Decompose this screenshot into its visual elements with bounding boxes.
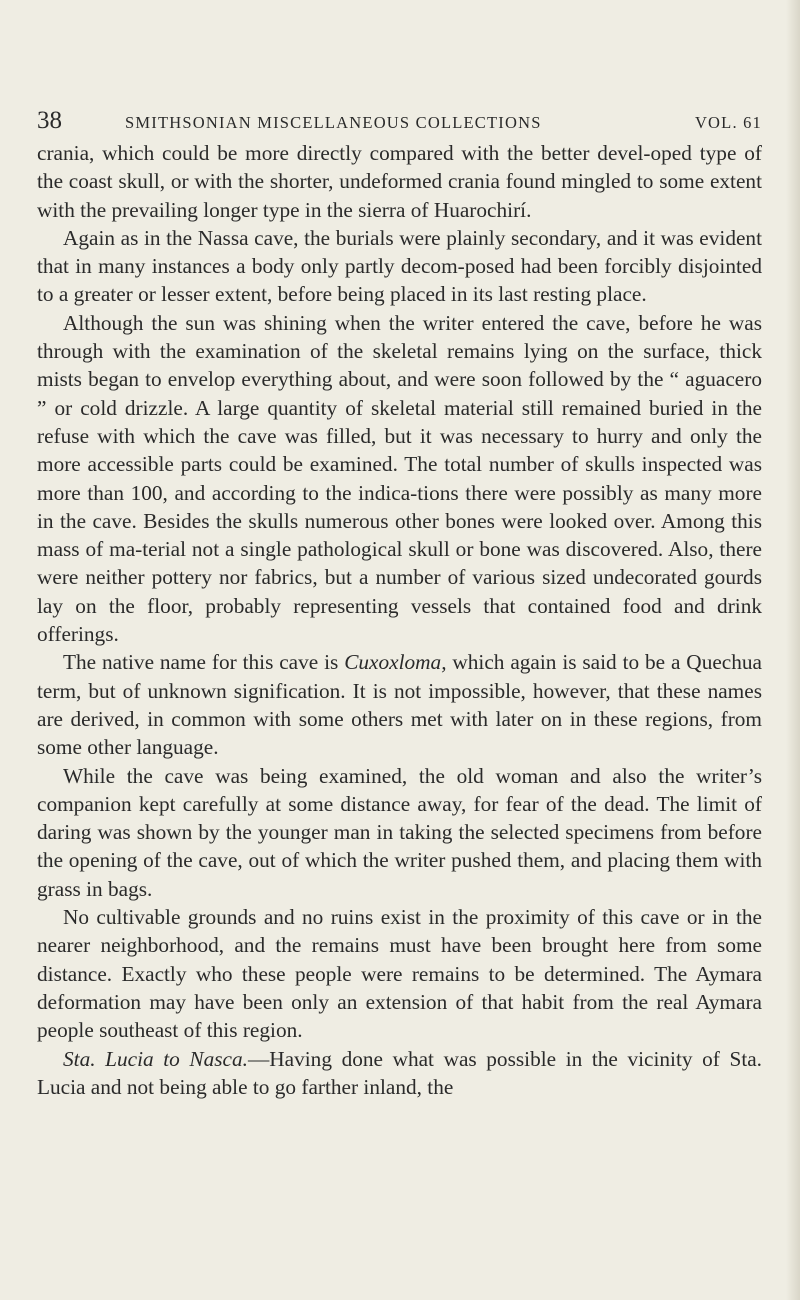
page-edge-shadow	[786, 0, 800, 1300]
page-number: 38	[37, 107, 62, 134]
paragraph-1: crania, which could be more directly compared with the better devel-oped type of the coast skull, or with the shorter, undeformed crania found mingled to some extent with the prevailing longer type in the sierra of Huarochirí.	[37, 141, 762, 222]
paragraph-4	[37, 648, 762, 761]
volume-label: VOL. 61	[694, 113, 762, 132]
body-text	[37, 139, 762, 1101]
paragraph-5: While the cave was being examined, the old woman and also the writer’s companion kept carefully at some distance away, for fear of the dead. The limit of daring was shown by the younger man in taking the selected specimens from before the opening of the cave, out of which the writer pushed them, and placing them with grass in bags.	[37, 763, 762, 901]
paragraph-4-rest: which again is said to be a Quechua term, but of unknown signification. It is not impossible, however, that these names are derived, in common with some others met with later on in these regions, from some other language.	[37, 650, 762, 760]
paragraph-3: Although the sun was shining when the writer entered the cave, before he was through with the examination of the skeletal remains lying on the surface, thick mists began to envelop everything about, and were soon followed by the “ aguacero ” or cold drizzle. A large quantity of skeletal material still remained buried in the refuse with which the cave was filled, but it was necessary to hurry and only the more accessible parts could be examined. The total number of skulls inspected was more than 100, and according to the indica-tions there were possibly as many more in the cave. Besides the skulls numerous other bones were looked over. Among this mass of ma-terial not a single pathological skull or bone was discovered. Also, there were neither pottery nor fabrics, but a number of various sized undecorated gourds lay on the floor, probably representing vessels that contained food and drink offerings.	[37, 310, 762, 647]
cave-name-italic: Cuxoxloma,	[344, 650, 447, 675]
paragraph-7	[37, 1045, 762, 1102]
paragraph-7-rest: —Having done what was possible in the vicinity of Sta. Lucia and not being able to go farther inland, the	[37, 1046, 763, 1099]
running-title: SMITHSONIAN MISCELLANEOUS COLLECTIONS	[125, 113, 542, 132]
paragraph-2: Again as in the Nassa cave, the burials were plainly secondary, and it was evident that in many instances a body only partly decom-posed had been forcibly disjointed to a greater or lesser extent, before being placed in its last resting place.	[37, 225, 762, 307]
section-heading-italic: Sta. Lucia to Nasca.	[63, 1046, 248, 1071]
page-header	[37, 106, 762, 138]
paragraph-4-lead: The native name for this cave is	[63, 650, 345, 675]
paragraph-6: No cultivable grounds and no ruins exist in the proximity of this cave or in the nearer neighborhood, and the remains must have been brought here from some distance. Exactly who these people were remains to be determined. The Aymara deformation may have been only an extension of that habit from the real Aymara people southeast of this region.	[37, 905, 762, 1043]
